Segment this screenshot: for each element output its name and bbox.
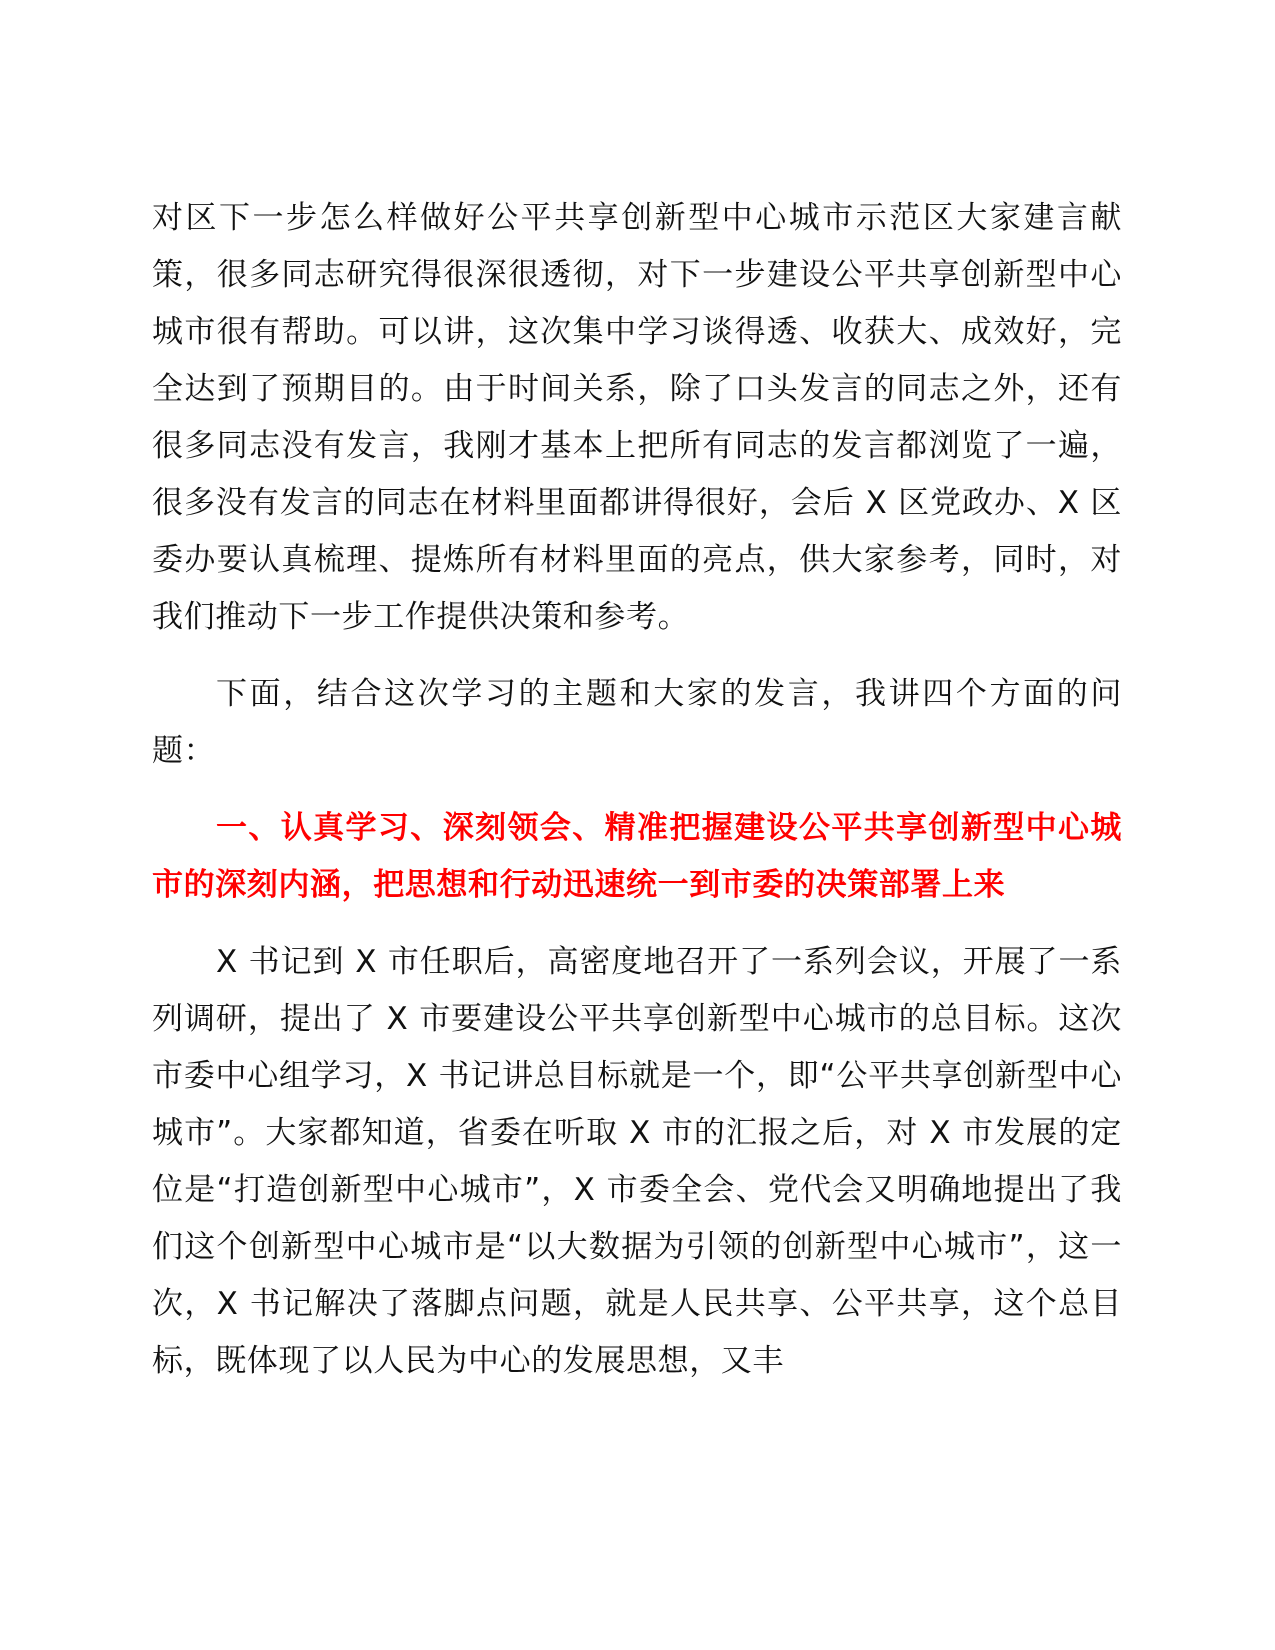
document-body — [152, 190, 1122, 1390]
body-paragraph-2: 下面，结合这次学习的主题和大家的发言，我讲四个方面的问题： — [152, 676, 1122, 769]
body-paragraph-3: X 书记到 X 市任职后，高密度地召开了一系列会议，开展了一系列调研，提出了 X 市要建设公平共享创新型中心城市的总目标。这次市委中心组学习，X 书记讲总目标就是一个，即“公平共享创新型中心城市”。大家都知道，省委在听取 X 市的汇报之后，对 X 市发展的定位是“打造创新型中心城市”，X 市委全会、党代会又明确地提出了我们这个创新型中心城市是“以大数据为引领的创新型中心城市”，这一次，X 书记解决了落脚点问题，就是人民共享、公平共享，这个总目标，既体现了以人民为中心的发展思想，又丰 — [152, 944, 1122, 1379]
body-paragraph-1: 对区下一步怎么样做好公平共享创新型中心城市示范区大家建言献策，很多同志研究得很深很透彻，对下一步建设公平共享创新型中心城市很有帮助。可以讲，这次集中学习谈得透、收获大、成效好，完全达到了预期目的。由于时间关系，除了口头发言的同志之外，还有很多同志没有发言，我刚才基本上把所有同志的发言都浏览了一遍，很多没有发言的同志在材料里面都讲得很好，会后 X 区党政办、X 区委办要认真梳理、提炼所有材料里面的亮点，供大家参考，同时，对我们推动下一步工作提供决策和参考。 — [152, 200, 1122, 635]
section-heading-1: 一、认真学习、深刻领会、精准把握建设公平共享创新型中心城市的深刻内涵，把思想和行动迅速统一到市委的决策部署上来 — [152, 810, 1122, 903]
